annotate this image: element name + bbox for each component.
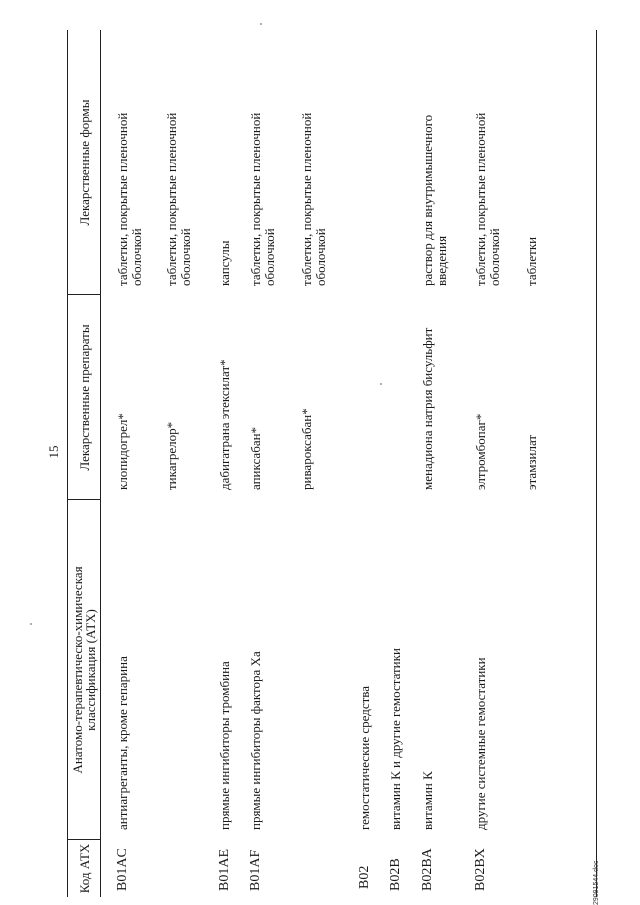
row-form-line2: оболочкой — [178, 228, 193, 286]
row-atc: гемостатические средства — [357, 685, 372, 830]
header-drugs: Лекарственные препараты — [76, 324, 92, 471]
atc-table — [67, 30, 597, 897]
row-form-line1: таблетки, покрытые пленочной — [164, 112, 179, 286]
row-form-line2: оболочкой — [262, 228, 277, 286]
row-form-line1: таблетки, покрытые пленочной — [115, 112, 130, 286]
row-form-line2: оболочкой — [487, 228, 502, 286]
row-code: B01AE — [217, 849, 232, 891]
row-form-line1: таблетки, покрытые пленочной — [299, 112, 314, 286]
row-code: B01AF — [248, 849, 263, 891]
row-atc: прямые ингибиторы тромбина — [217, 661, 232, 830]
row-drug: апиксабан* — [248, 426, 263, 490]
scan-speck — [30, 623, 32, 625]
row-atc: витамин К — [420, 771, 435, 830]
page-number: 15 — [46, 445, 61, 459]
row-code: B02BX — [473, 848, 488, 891]
header-atc — [68, 500, 100, 840]
row-form-line1: таблетки, покрытые пленочной — [473, 112, 488, 286]
row-atc: прямые ингибиторы фактора Xa — [248, 651, 263, 830]
row-code: B01AC — [115, 848, 130, 891]
file-footer: 29091544.doc — [593, 860, 600, 905]
row-form-line1: таблетки — [524, 236, 539, 286]
row-drug: элтромбопаг* — [473, 413, 488, 490]
row-form-line1: таблетки, покрытые пленочной — [248, 112, 263, 286]
row-form-line1: раствор для внутримышечного — [420, 114, 435, 286]
row-drug: менадиона натрия бисульфит — [420, 327, 435, 490]
row-code: B02 — [357, 865, 372, 889]
row-form-line1: капсулы — [217, 240, 232, 286]
row-drug: клопидогрел* — [115, 413, 130, 490]
row-form-line2: введения — [434, 235, 449, 286]
row-drug: ривароксабан* — [299, 408, 314, 490]
header-atc-line2: классификация (АТХ) — [83, 609, 98, 731]
header-atc-line1: Анатомо-терапевтическо-химическая — [70, 566, 85, 774]
table-header — [68, 30, 101, 897]
row-code: B02BA — [420, 848, 435, 891]
row-drug: этамзилат — [524, 434, 539, 490]
scan-speck — [380, 383, 382, 385]
row-drug: тикагрелор* — [164, 421, 179, 490]
header-forms: Лекарственные формы — [76, 99, 92, 226]
header-code: Код АТХ — [76, 843, 92, 894]
row-form-line2: оболочкой — [129, 228, 144, 286]
scan-speck — [260, 23, 262, 25]
row-code: B02B — [388, 858, 403, 891]
row-atc: другие системные гемостатики — [473, 657, 488, 830]
row-form-line2: оболочкой — [313, 228, 328, 286]
row-drug: дабигатрана этексилат* — [217, 359, 232, 490]
row-atc: антиагреганты, кроме гепарина — [115, 656, 130, 830]
row-atc: витамин К и другие гемостатики — [388, 648, 403, 830]
